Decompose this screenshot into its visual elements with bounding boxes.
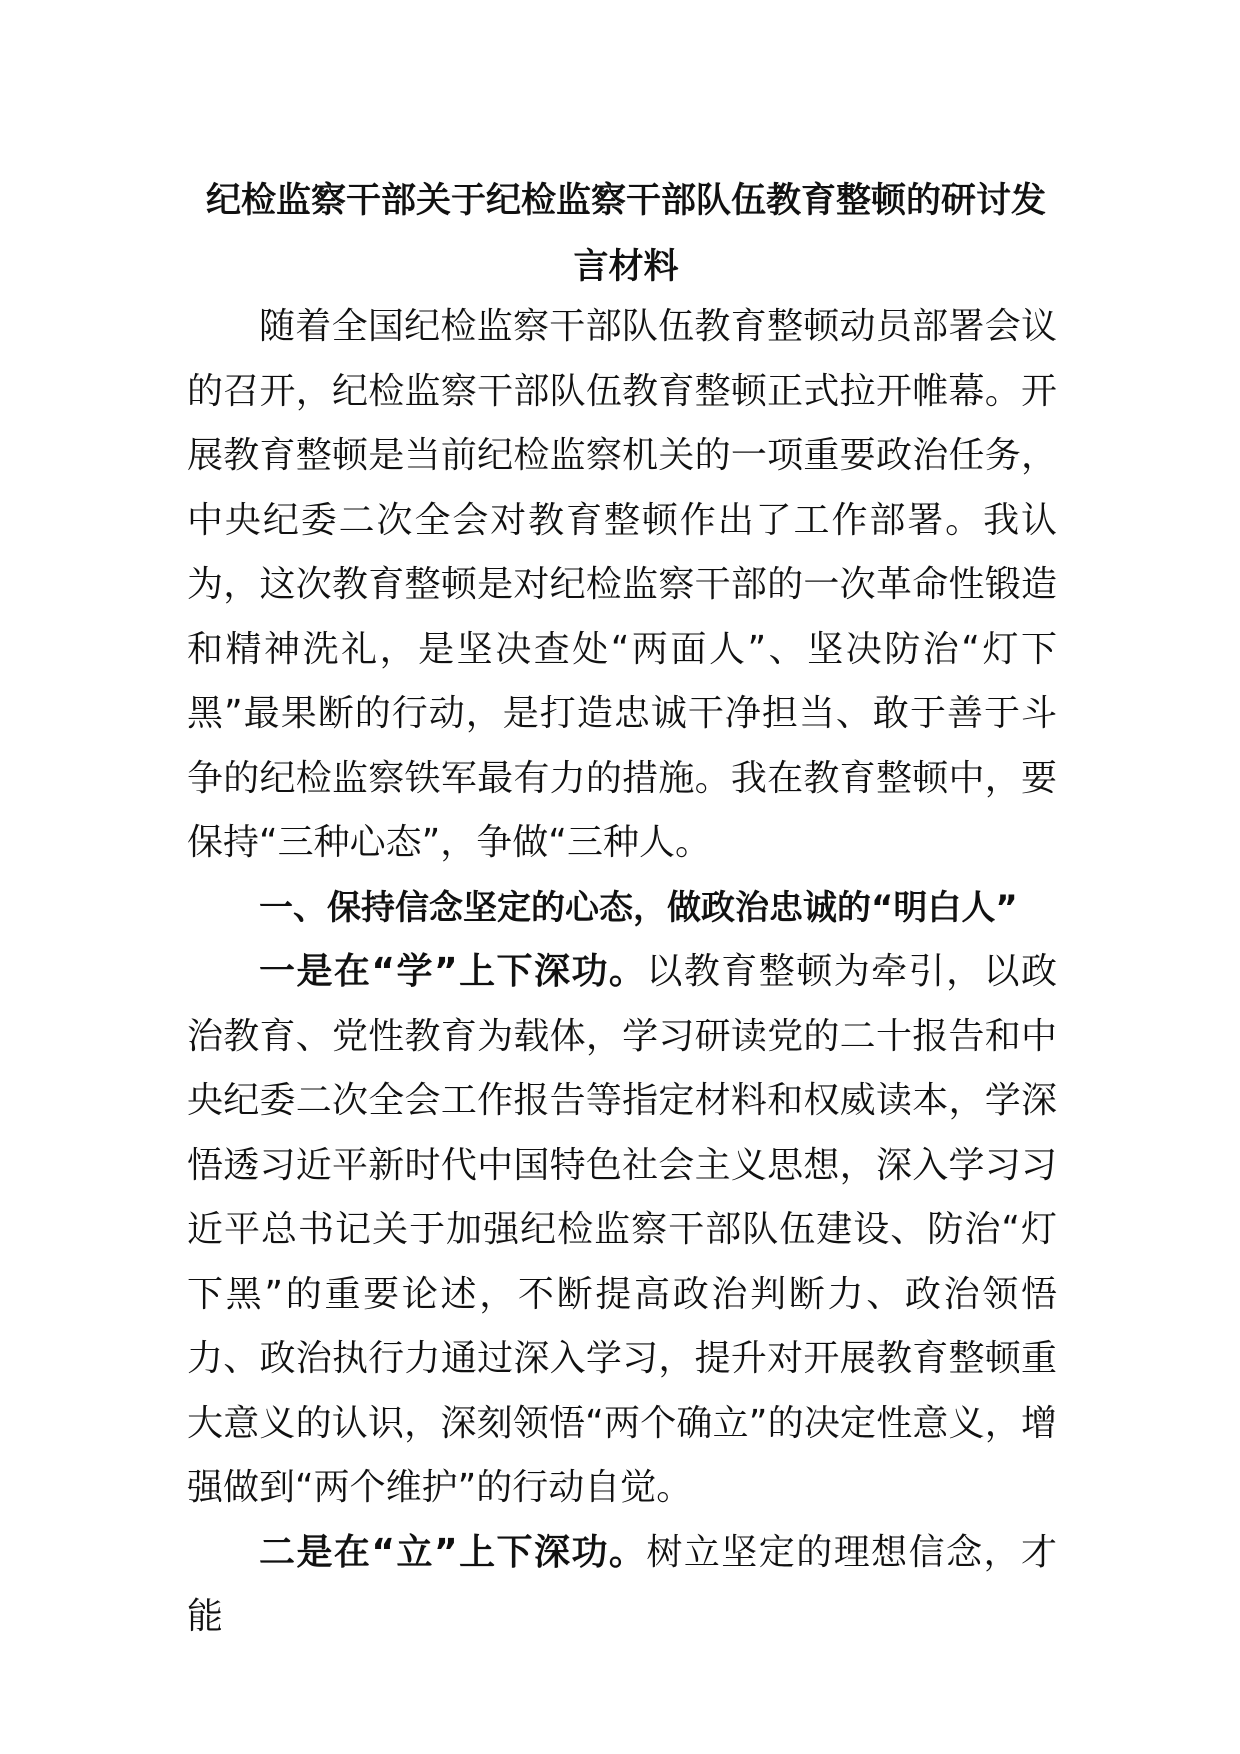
point-lead-2: 二是在“立”上下深功。 — [259, 1531, 647, 1573]
point-paragraph-2 — [187, 1521, 1057, 1650]
point-text-1: 以教育整顿为牵引，以政治教育、党性教育为载体，学习研读党的二十报告和中央纪委二次全会工作报告等指定材料和权威读本，学深悟透习近平新时代中国特色社会主义思想，深入学习习近平总书记关于加强纪检监察干部队伍建设、防治“灯下黑”的重要论述，不断提高政治判断力、政治领悟力、政治执行力通过深入学习，提升对开展教育整顿重大意义的认识，深刻领悟“两个确立”的决定性意义，增强做到“两个维护”的行动自觉。 — [187, 951, 1057, 1508]
point-lead-1: 一是在“学”上下深功。 — [259, 951, 647, 992]
point-paragraph-1 — [187, 940, 1057, 1521]
section-heading-1: 一、保持信念坚定的心态，做政治忠诚的“明白人” — [259, 887, 1018, 928]
point-text-2: 树立坚定的理想信念，才能 — [187, 1531, 1057, 1637]
intro-paragraph: 随着全国纪检监察干部队伍教育整顿动员部署会议的召开，纪检监察干部队伍教育整顿正式拉开帷幕。开展教育整顿是当前纪检监察机关的一项重要政治任务，中央纪委二次全会对教育整顿作出了工作部署。我认为，这次教育整顿是对纪检监察干部的一次革命性锻造和精神洗礼，是坚决查处“两面人”、坚决防治“灯下黑”最果断的行动，是打造忠诚干净担当、敢于善于斗争的纪检监察铁军最有力的措施。我在教育整顿中，要保持“三种心态”，争做“三种人。 — [187, 306, 1057, 863]
document-body — [187, 295, 1057, 1650]
document-title: 纪检监察干部关于纪检监察干部队伍教育整顿的研讨发言材料 — [205, 181, 1046, 287]
